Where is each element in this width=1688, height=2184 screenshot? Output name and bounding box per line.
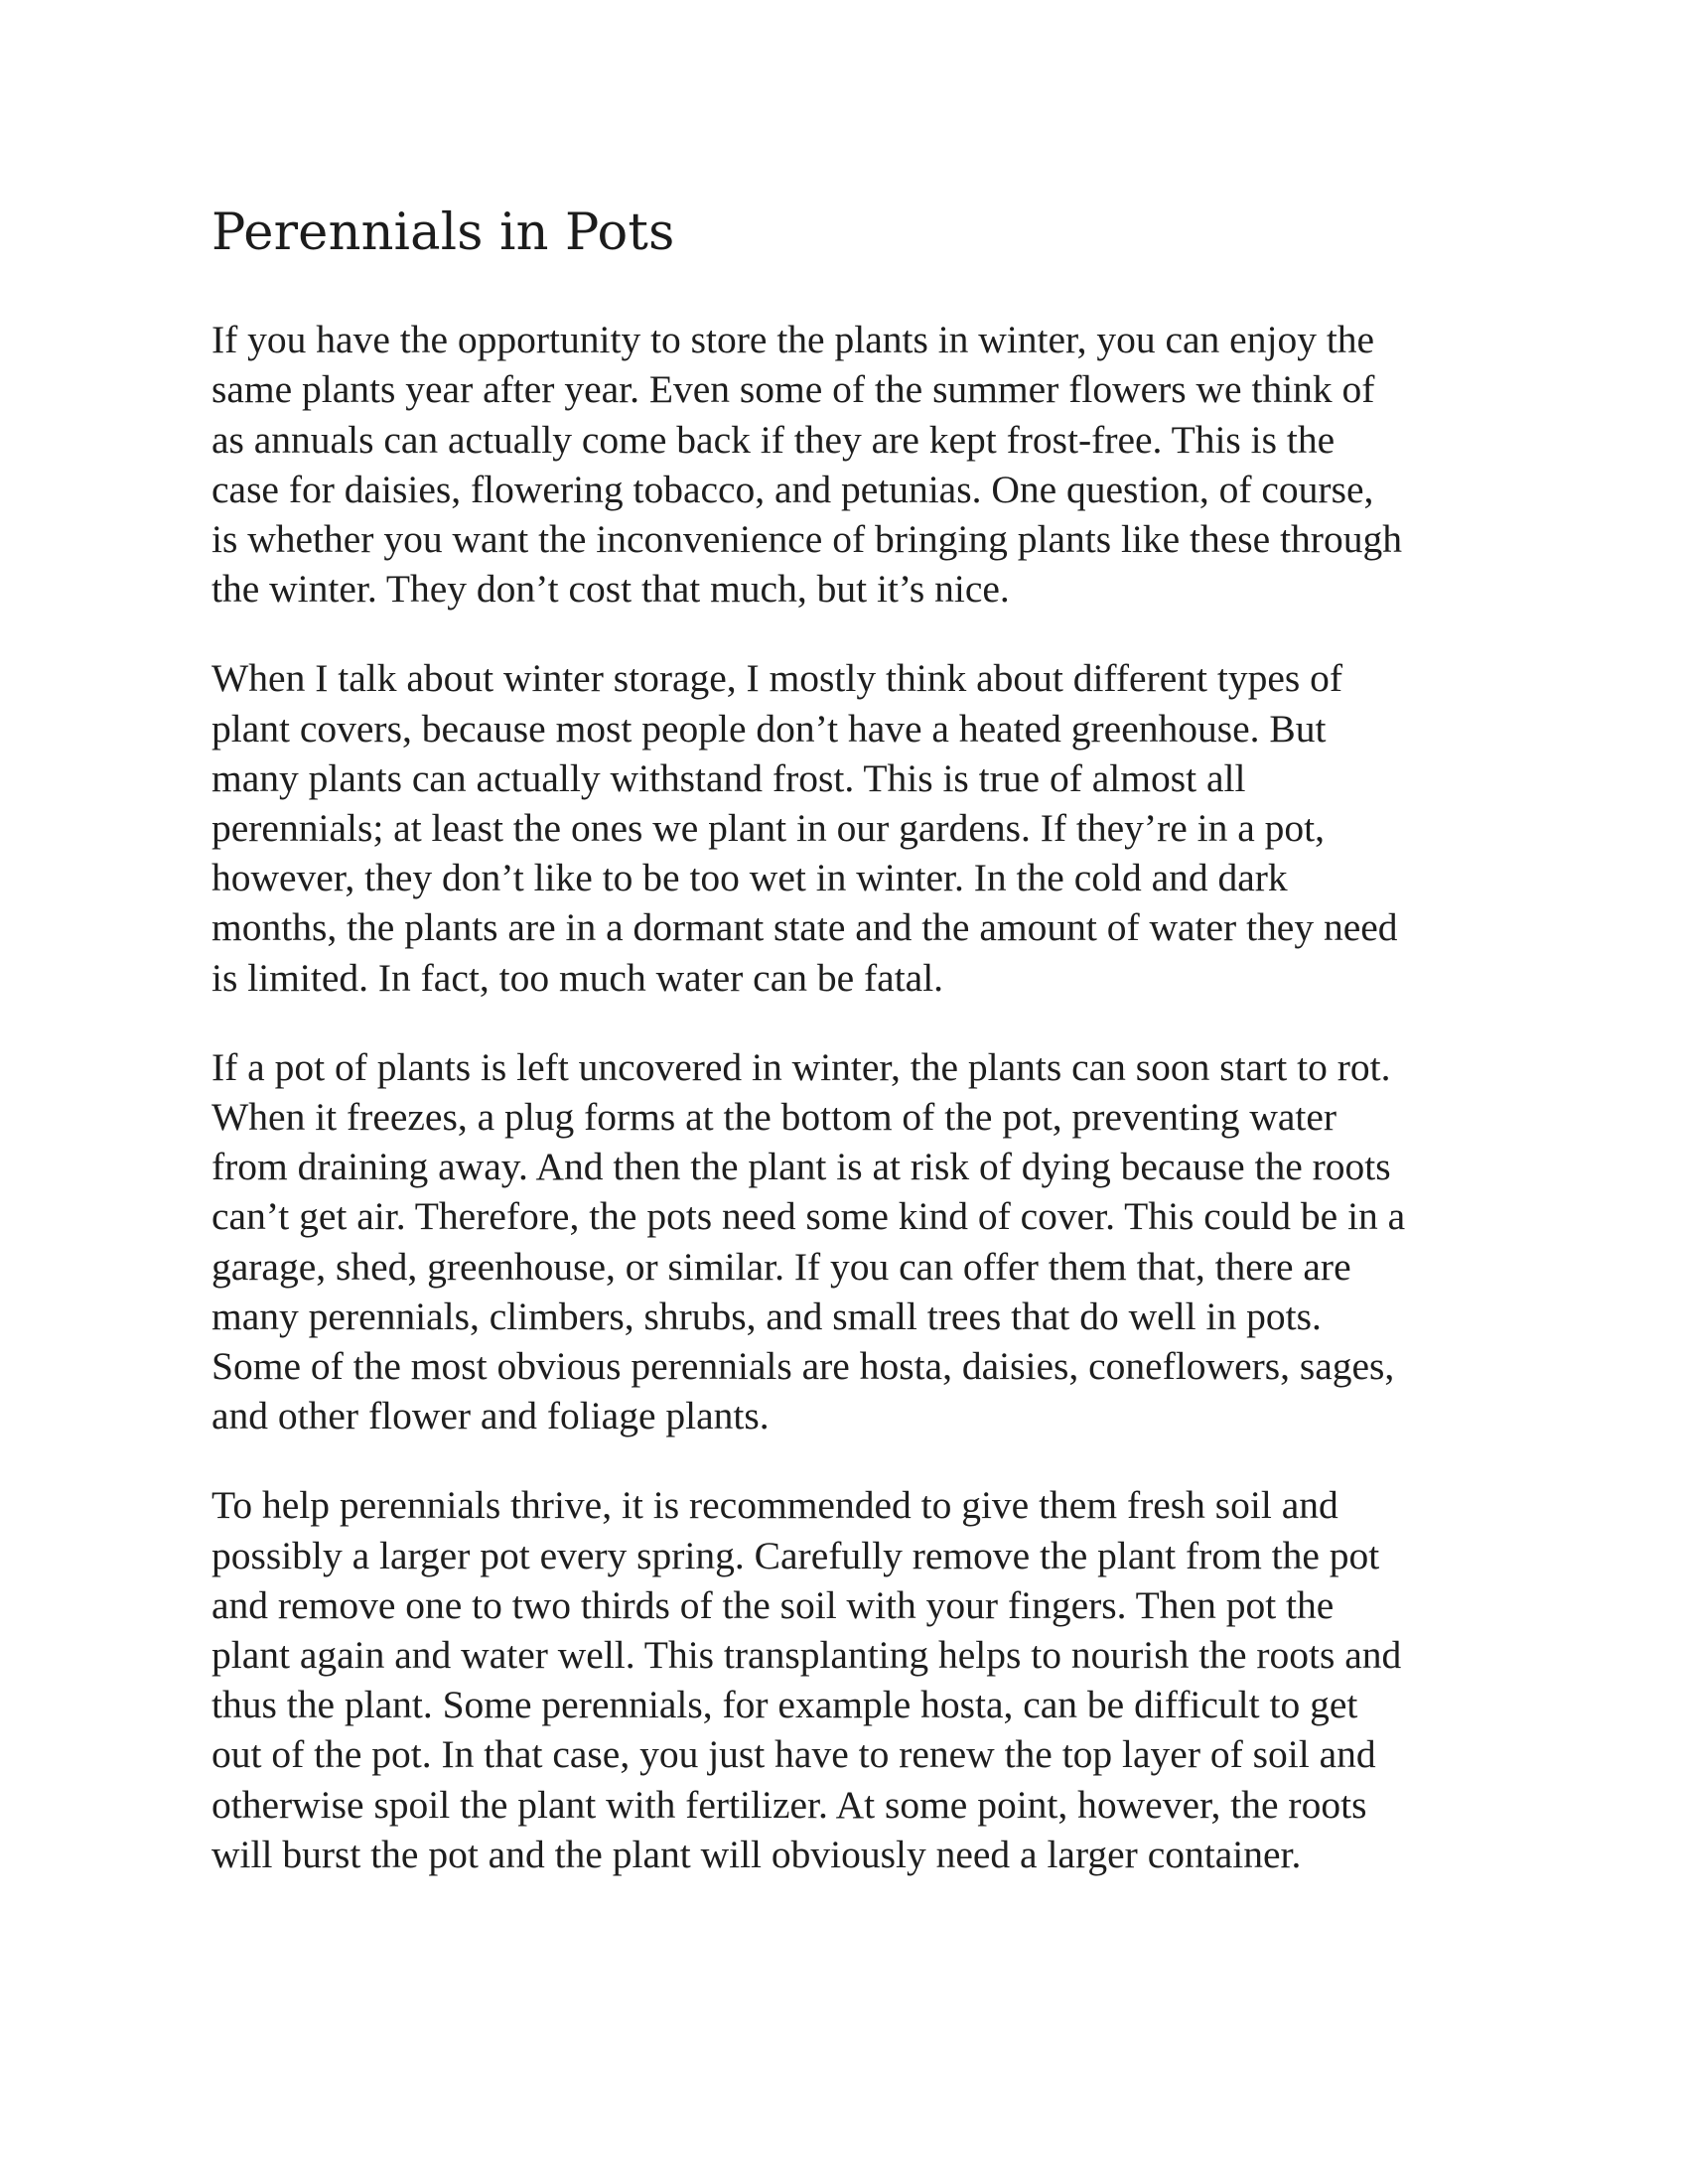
text-line: will burst the pot and the plant will obviously need a larger container. [211,1832,1302,1876]
page-title: Perennials in Pots [211,204,675,262]
text-line: many plants can actually withstand frost. This is true of almost all [211,755,1246,800]
text-line: and remove one to two thirds of the soil with your fingers. Then pot the [211,1582,1335,1627]
text-line: however, they don’t like to be too wet in winter. In the cold and dark [211,856,1288,900]
text-line: can’t get air. Therefore, the pots need some kind of cover. This could be in a [211,1194,1406,1239]
text-line: the winter. They don’t cost that much, but it’s nice. [211,567,1010,612]
text-line: garage, shed, greenhouse, or similar. If you can offer them that, there are [211,1244,1351,1289]
text-line: If you have the opportunity to store the plants in winter, you can enjoy the [211,318,1375,362]
text-line: possibly a larger pot every spring. Carefully remove the plant from the pot [211,1533,1380,1577]
text-line: from draining away. And then the plant is at risk of dying because the roots [211,1145,1391,1189]
text-line: When I talk about winter storage, I mostly think about different types of [211,656,1343,701]
text-line: many perennials, climbers, shrubs, and small trees that do well in pots. [211,1294,1322,1338]
text-line: months, the plants are in a dormant state and the amount of water they need [211,905,1398,950]
text-line: When it freezes, a plug forms at the bottom of the pot, preventing water [211,1095,1337,1140]
paragraph-4 [211,1480,1502,1879]
text-line: as annuals can actually come back if they are kept frost-free. This is the [211,417,1336,462]
text-line: If a pot of plants is left uncovered in winter, the plants can soon start to rot. [211,1044,1391,1089]
paragraph-2 [211,653,1502,1002]
text-line: is limited. In fact, too much water can be fatal. [211,955,944,1000]
paragraph-1 [211,315,1502,614]
paragraph-3 [211,1042,1502,1441]
text-line: To help perennials thrive, it is recommended to give them fresh soil and [211,1483,1338,1528]
text-line: otherwise spoil the plant with fertilizer. At some point, however, the roots [211,1782,1367,1827]
text-line: thus the plant. Some perennials, for example hosta, can be difficult to get [211,1683,1358,1727]
text-line: plant again and water well. This transplanting helps to nourish the roots and [211,1633,1402,1678]
text-line: is whether you want the inconvenience of bringing plants like these through [211,517,1402,561]
text-line: perennials; at least the ones we plant in our gardens. If they’re in a pot, [211,806,1325,851]
text-line: same plants year after year. Even some of the summer flowers we think of [211,367,1375,412]
document-page [211,203,1502,1919]
text-line: and other flower and foliage plants. [211,1394,770,1438]
text-line: out of the pot. In that case, you just have to renew the top layer of soil and [211,1732,1376,1777]
text-line: case for daisies, flowering tobacco, and petunias. One question, of course, [211,467,1374,511]
text-line: Some of the most obvious perennials are hosta, daisies, coneflowers, sages, [211,1344,1395,1389]
text-line: plant covers, because most people don’t have a heated greenhouse. But [211,706,1327,751]
